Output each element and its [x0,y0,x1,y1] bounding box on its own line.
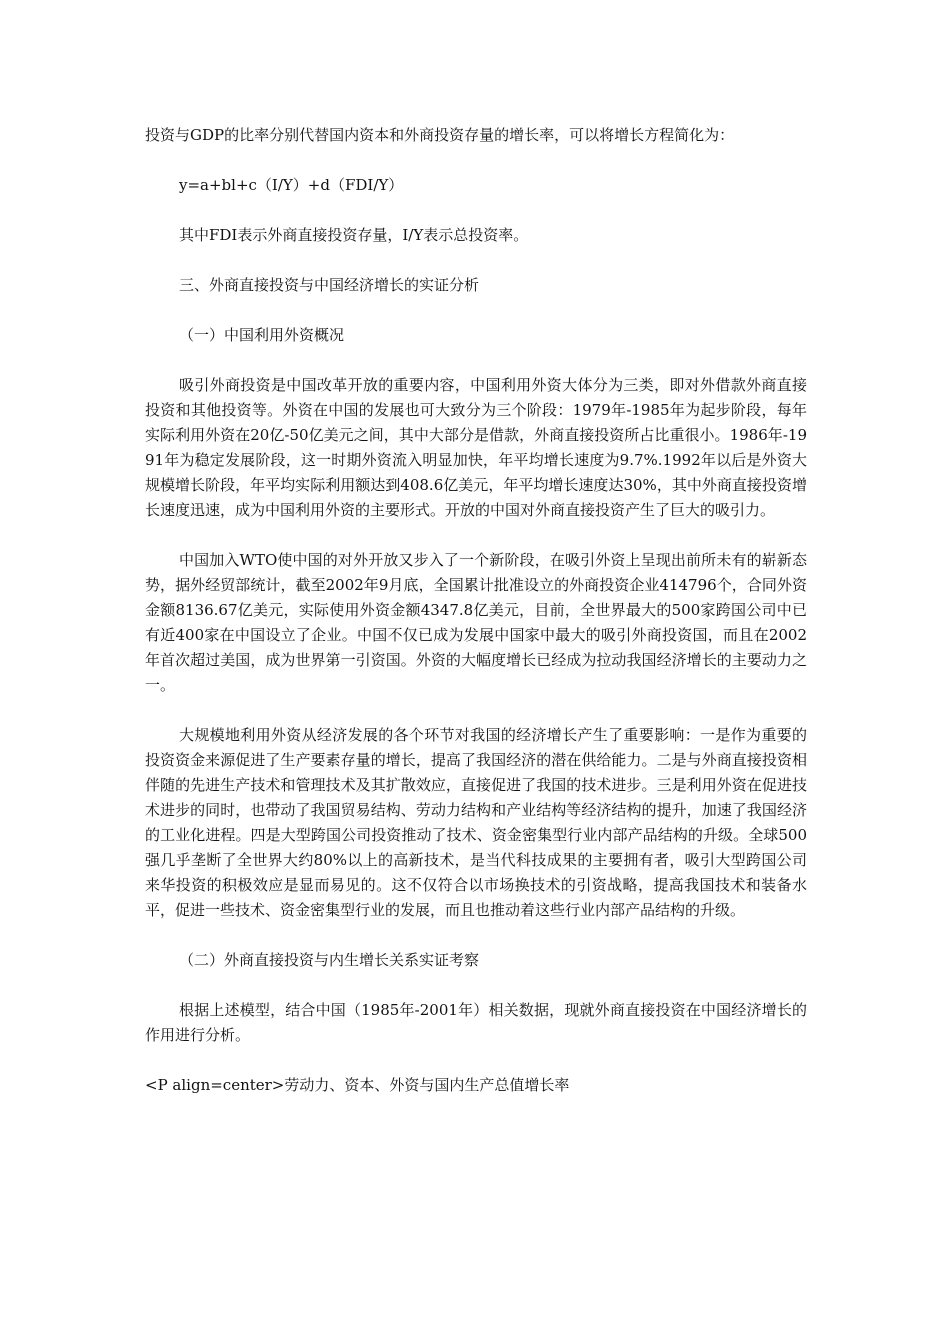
paragraph-fdi-overview: 吸引外商投资是中国改革开放的重要内容，中国利用外资大体分为三类，即对外借款外商直接投资和其他投资等。外资在中国的发展也可大致分为三个阶段：1979年-1985年为起步阶段，每年实际利用外资在20亿-50亿美元之间，其中大部分是借款，外商直接投资所占比重很小。1986年-1991年为稳定发展阶段，这一时期外资流入明显加快，年平均增长速度为9.7%.1992年以后是外资大规模增长阶段，年平均实际利用额达到408.6亿美元，年平均增长速度达30%，其中外商直接投资增长速度迅速，成为中国利用外资的主要形式。开放的中国对外商直接投资产生了巨大的吸引力。 [145,376,807,519]
subsection-heading-1: （一）中国利用外资概况 [179,326,345,344]
table-caption: <P align=center>劳动力、资本、外资与国内生产总值增长率 [145,1076,570,1094]
document-body [145,123,807,1098]
growth-equation: y=a+bl+c（I/Y）+d（FDI/Y） [179,176,404,194]
section-heading-3: 三、外商直接投资与中国经济增长的实证分析 [179,276,480,294]
paragraph-equation-note: 其中FDI表示外商直接投资存量，I/Y表示总投资率。 [179,226,529,244]
paragraph-wto-entry: 中国加入WTO使中国的对外开放又步入了一个新阶段，在吸引外资上呈现出前所未有的崭新态势，据外经贸部统计，截至2002年9月底，全国累计批准设立的外商投资企业414796个，合同外资金额8136.67亿美元，实际使用外资金额4347.8亿美元，目前，全世界最大的500家跨国公司中已有近400家在中国设立了企业。中国不仅已成为发展中国家中最大的吸引外商投资国，而且在2002年首次超过美国，成为世界第一引资国。外资的大幅度增长已经成为拉动我国经济增长的主要动力之一。 [145,551,807,694]
paragraph-fdi-impact: 大规模地利用外资从经济发展的各个环节对我国的经济增长产生了重要影响：一是作为重要的投资资金来源促进了生产要素存量的增长，提高了我国经济的潜在供给能力。二是与外商直接投资相伴随的先进生产技术和管理技术及其扩散效应，直接促进了我国的技术进步。三是利用外资在促进技术进步的同时，也带动了我国贸易结构、劳动力结构和产业结构等经济结构的提升，加速了我国经济的工业化进程。四是大型跨国公司投资推动了技术、资金密集型行业内部产品结构的升级。全球500强几乎垄断了全世界大约80%以上的高新技术，是当代科技成果的主要拥有者，吸引大型跨国公司来华投资的积极效应是显而易见的。这不仅符合以市场换技术的引资战略，提高我国技术和装备水平，促进一些技术、资金密集型行业的发展，而且也推动着这些行业内部产品结构的升级。 [145,726,807,919]
subsection-heading-2: （二）外商直接投资与内生增长关系实证考察 [179,951,480,969]
paragraph-analysis-intro: 根据上述模型，结合中国（1985年-2001年）相关数据，现就外商直接投资在中国经济增长的作用进行分析。 [145,1001,807,1044]
paragraph-intro-continuation: 投资与GDP的比率分别代替国内资本和外商投资存量的增长率，可以将增长方程简化为： [145,126,735,144]
